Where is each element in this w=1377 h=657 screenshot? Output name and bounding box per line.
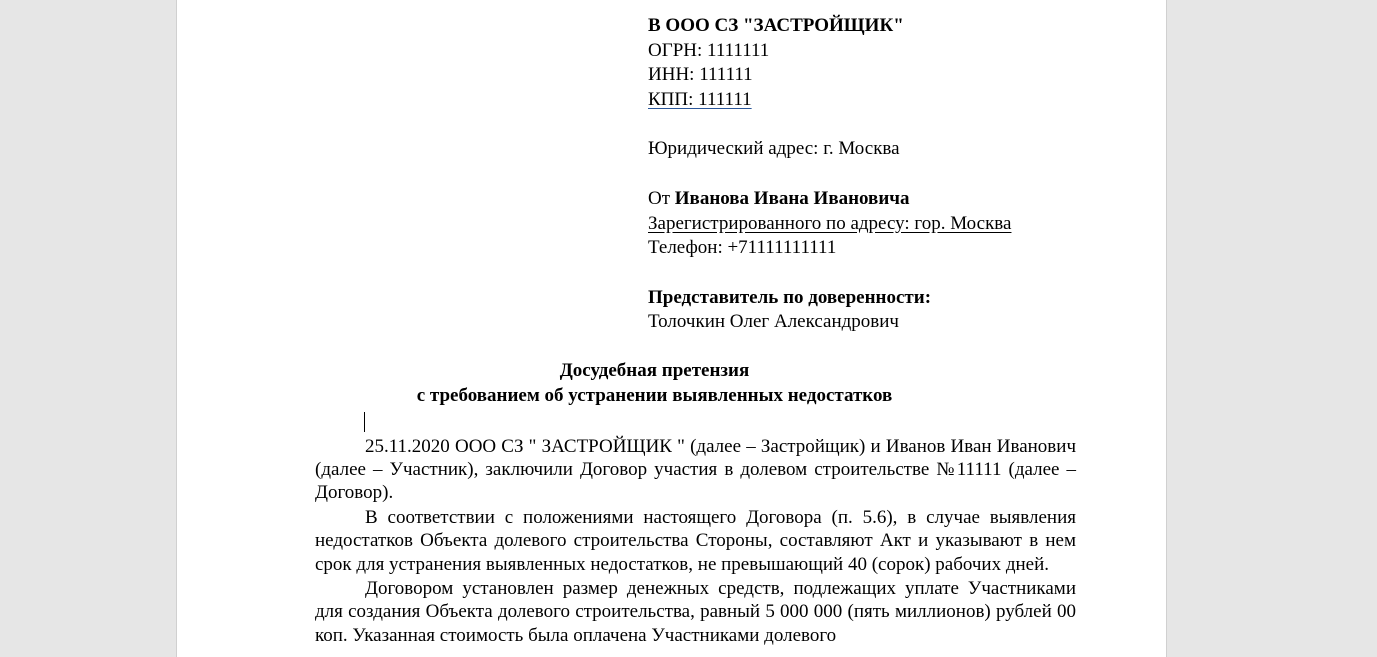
document-title: Досудебная претензия: [559, 360, 750, 381]
sender-registration: Зарегистрированного по адресу: гор. Москва: [648, 212, 1012, 234]
addressee-block: [648, 14, 1128, 335]
recipient-ogrn: ОГРН: 1111111: [648, 39, 770, 61]
text-cursor[interactable]: [364, 412, 365, 432]
representative-name: Толочкин Олег Александрович: [648, 311, 899, 333]
sender-phone: Телефон: +71111111111: [648, 237, 837, 259]
recipient-inn: ИНН: 111111: [648, 64, 753, 86]
sender-prefix: От: [648, 187, 675, 209]
sender-name: Иванова Ивана Ивановича: [674, 187, 910, 209]
recipient-kpp: КПП: 111111: [648, 89, 752, 111]
sender-line: [648, 187, 1128, 212]
body-paragraph: 25.11.2020 ООО СЗ " ЗАСТРОЙЩИК " (далее – Застройщик) и Иванов Иван Иванович (далее – Участник), заключили Договор участия в долевом строительстве №11111 (далее – Договор).: [315, 436, 1076, 504]
recipient-legal-address: Юридический адрес: г. Москва: [648, 138, 900, 160]
body-paragraph: Договором установлен размер денежных средств, подлежащих уплате Участниками для создания Объекта долевого строительства, равный 5 000 000 (пять миллионов) рублей 00 коп. Указанная стоимость была оплачена Участниками долевого: [315, 578, 1076, 646]
document-page: [176, 0, 1167, 657]
representative-label: Представитель по доверенности:: [648, 286, 932, 308]
recipient-org-name: В ООО СЗ "ЗАСТРОЙЩИК": [648, 15, 904, 36]
document-subtitle: с требованием об устранении выявленных недостатков: [416, 385, 893, 406]
document-body[interactable]: [315, 435, 1076, 648]
body-paragraph: В соответствии с положениями настоящего Договора (п. 5.6), в случае выявления недостатков Объекта долевого строительства Стороны, составляют Акт и указывают в нем срок для устранения выявленных недостатков, не превышающий 40 (сорок) рабочих дней.: [315, 507, 1076, 575]
